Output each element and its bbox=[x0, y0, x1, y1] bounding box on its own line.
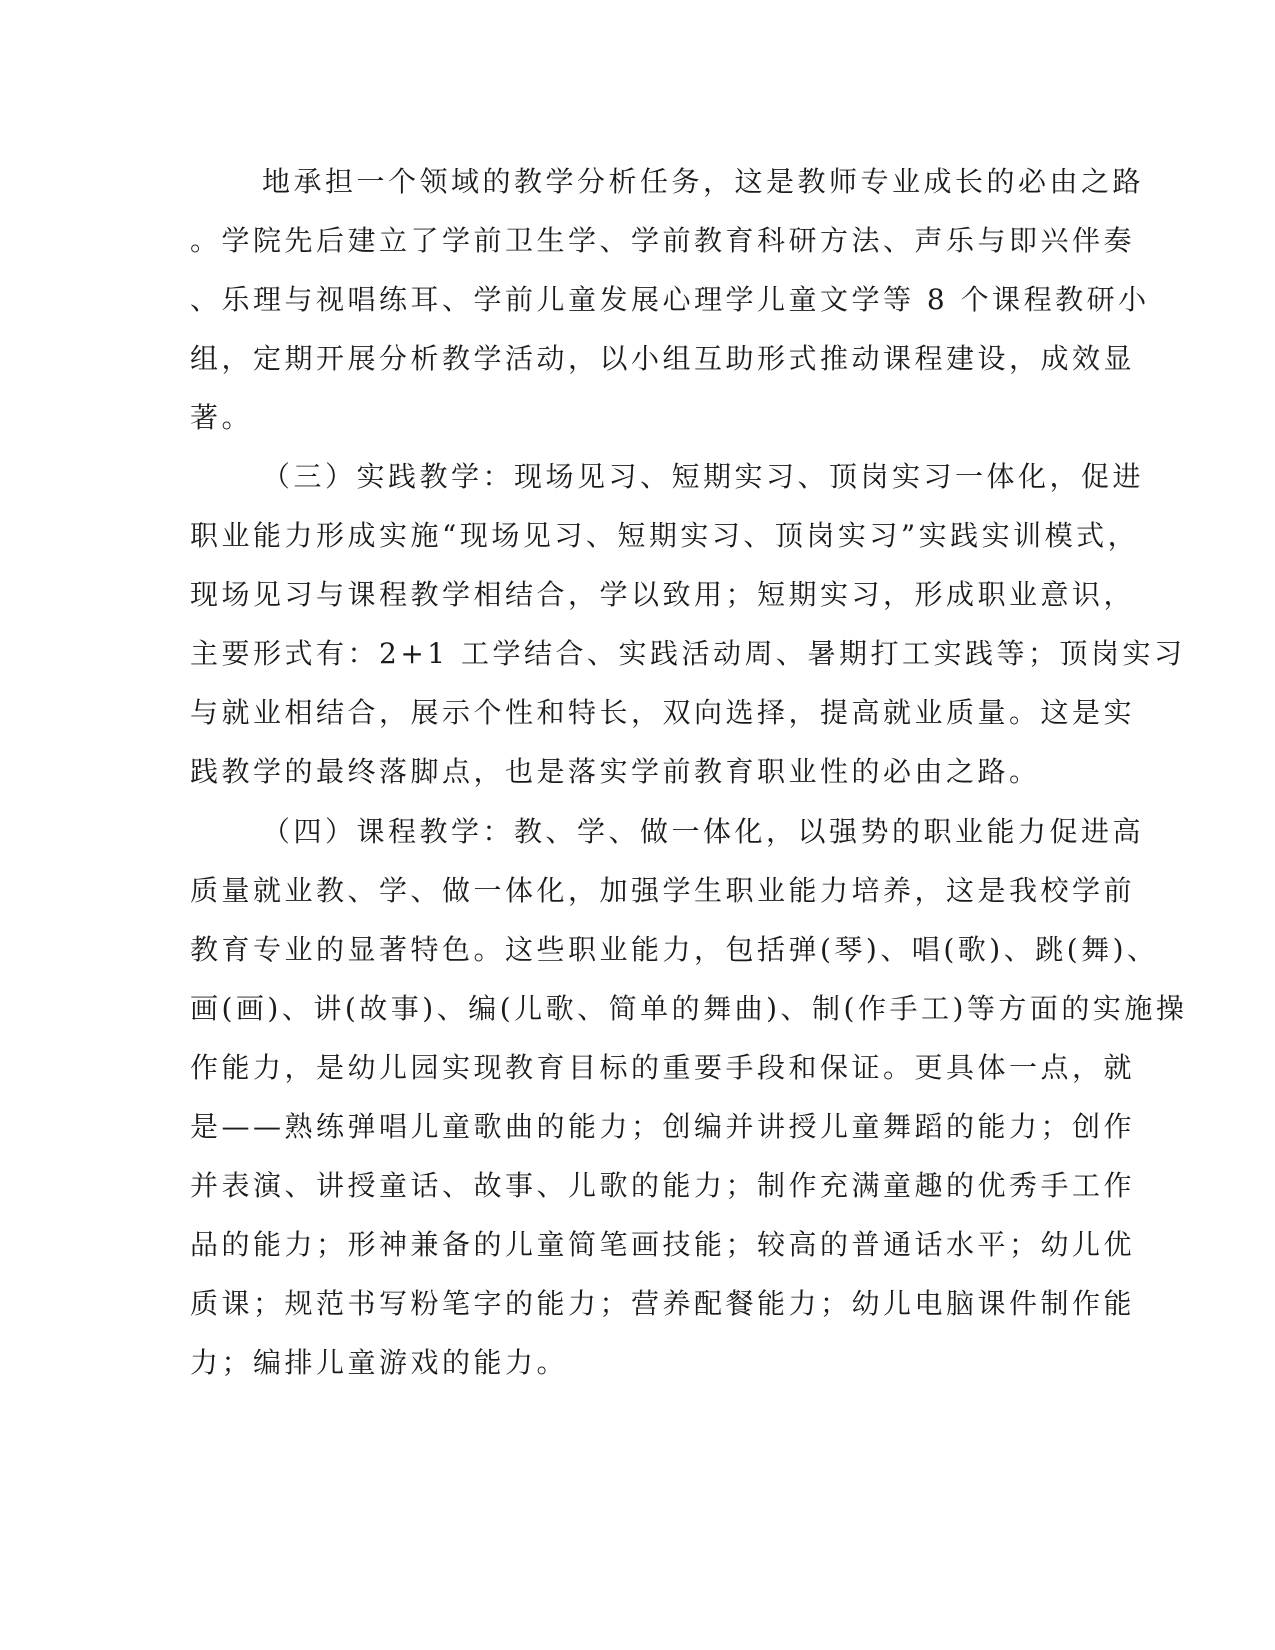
paragraph-1-line-4: 组，定期开展分析教学活动，以小组互助形式推动课程建设，成效显 bbox=[190, 342, 1136, 375]
section-3-line-2: 职业能力形成实施“现场见习、短期实习、顶岗实习”实践实训模式， bbox=[190, 519, 1140, 552]
section-4-line-9: 质课；规范书写粉笔字的能力；营养配餐能力；幼儿电脑课件制作能 bbox=[190, 1287, 1136, 1320]
section-4-line-5: 作能力，是幼儿园实现教育目标的重要手段和保证。更具体一点，就 bbox=[190, 1051, 1136, 1084]
paragraph-1-line-5: 著。 bbox=[190, 401, 254, 434]
section-4-line-2: 质量就业教、学、做一体化，加强学生职业能力培养，这是我校学前 bbox=[190, 874, 1136, 907]
section-3-line-5: 与就业相结合，展示个性和特长，双向选择，提高就业质量。这是实 bbox=[190, 696, 1136, 729]
paragraph-1-line-1: 地承担一个领域的教学分析任务，这是教师专业成长的必由之路 bbox=[262, 165, 1145, 198]
section-3-heading-line: （三）实践教学：现场见习、短期实习、顶岗实习一体化，促进 bbox=[262, 460, 1145, 493]
section-4-heading-line: （四）课程教学：教、学、做一体化，以强势的职业能力促进高 bbox=[262, 815, 1145, 848]
paragraph-1-line-3: 、乐理与视唱练耳、学前儿童发展心理学儿童文学等 8 个课程教研小 bbox=[190, 283, 1150, 316]
section-4-line-8: 品的能力；形神兼备的儿童简笔画技能；较高的普通话水平；幼儿优 bbox=[190, 1228, 1136, 1261]
section-4-line-3: 教育专业的显著特色。这些职业能力，包括弹(琴)、唱(歌)、跳(舞)、 bbox=[190, 933, 1159, 966]
paragraph-1-line-2: 。学院先后建立了学前卫生学、学前教育科研方法、声乐与即兴伴奏 bbox=[190, 224, 1136, 257]
section-3-line-6: 践教学的最终落脚点，也是落实学前教育职业性的必由之路。 bbox=[190, 755, 1041, 788]
section-3-line-4: 主要形式有：2+1 工学结合、实践活动周、暑期打工实践等；顶岗实习 bbox=[190, 637, 1186, 670]
section-4-line-10: 力；编排儿童游戏的能力。 bbox=[190, 1346, 569, 1379]
section-4-line-4: 画(画)、讲(故事)、编(儿歌、简单的舞曲)、制(作手工)等方面的实施操 bbox=[190, 992, 1188, 1025]
section-4-line-6: 是——熟练弹唱儿童歌曲的能力；创编并讲授儿童舞蹈的能力；创作 bbox=[190, 1110, 1136, 1143]
section-4-line-7: 并表演、讲授童话、故事、儿歌的能力；制作充满童趣的优秀手工作 bbox=[190, 1169, 1136, 1202]
section-3-line-3: 现场见习与课程教学相结合，学以致用；短期实习，形成职业意识， bbox=[190, 578, 1136, 611]
